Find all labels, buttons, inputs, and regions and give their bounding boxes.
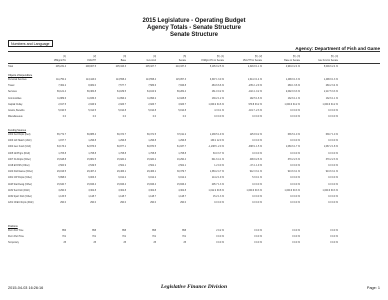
table-row-label: Grants, Benefits	[8, 110, 25, 112]
division-logo: Legislative Finance Division	[160, 284, 228, 290]
table-cell: 1,296.8	[88, 140, 96, 143]
table-row-label: 1061 CIP Rcpts (Other)	[8, 177, 32, 180]
table-cell: 15,640.7	[57, 183, 66, 186]
table-cell: 0.0 0.0 %	[290, 202, 300, 205]
table-cell: 114.2 1.9 %	[211, 177, 224, 180]
table-cell: 290.0	[90, 202, 96, 205]
table-cell: 25	[93, 242, 96, 245]
table-row-label: 1108 Stat Desig (Other)	[8, 183, 33, 186]
table-cell: 913.6 3.1 %	[287, 171, 300, 174]
table-row-label: Capital Outlay	[8, 103, 23, 106]
table-cell: 2,549.5	[88, 165, 96, 167]
section-title: Funding Sources	[8, 129, 27, 132]
table-cell: 63.0 3.7 %	[213, 152, 224, 155]
table-cell: 15.2 1.3 %	[213, 196, 224, 198]
table-cell: 641.6 4.1 %	[211, 158, 224, 161]
table-row-label: Miscellaneous	[8, 116, 23, 119]
table-cell: 29,467.4	[87, 171, 96, 174]
table-cell: 0.0 0.0 %	[214, 202, 224, 205]
table-cell: 64,189.5	[117, 91, 126, 94]
table-cell: 701	[62, 236, 66, 239]
table-cell: 15,846.4	[147, 183, 156, 186]
table-cell: 4,302.8	[178, 189, 186, 192]
table-cell: 269.1 3.6 %	[287, 85, 300, 88]
table-cell: 1,768.8	[148, 152, 156, 155]
print-timestamp: 2015-04-03 16:26:16	[8, 286, 44, 290]
table-cell: 0.0 0.0 %	[328, 140, 338, 143]
total-row-value: 205,343.3	[115, 66, 126, 68]
table-cell: 0.0 0.0 %	[328, 165, 338, 167]
table-cell: 5,194.8	[148, 110, 156, 112]
table-cell: 858	[152, 230, 156, 232]
table-cell: 1,148.7	[88, 196, 96, 198]
table-cell: 115,057.3	[175, 79, 186, 81]
table-row-label: 1109 Test Fish (DGF)	[8, 189, 30, 192]
column-header-top: [3]	[123, 56, 126, 58]
table-cell: 1,133.5	[58, 196, 66, 198]
table-cell: 290.0	[120, 202, 126, 205]
table-cell: 0.0	[92, 116, 96, 119]
table-cell: 205.7 1.3 %	[211, 183, 224, 186]
table-cell: 0 0.0 %	[254, 236, 262, 239]
table-cell: 6,012.2	[148, 177, 156, 180]
table-cell: 1,296.8	[118, 140, 126, 143]
table-cell: 3,307.1 3.0 %	[209, 79, 224, 81]
table-cell: 2,917.5	[58, 103, 66, 106]
table-cell: 0.0 0.0 %	[290, 183, 300, 186]
section-title: Objects of Expenditure	[8, 74, 33, 77]
table-cell: 5,314.5	[88, 110, 96, 112]
table-cell: 113,558.4	[145, 79, 156, 81]
table-cell: 0.0 0.0 %	[328, 152, 338, 155]
table-row-label: Perm Full Time	[8, 230, 24, 232]
table-cell: 290.0	[180, 202, 186, 205]
column-header-top: [2]	[93, 56, 96, 58]
table-cell: 0.0 0.0 %	[328, 183, 338, 186]
total-row-value: 210,337.3	[175, 66, 186, 68]
table-cell: 0 0.0 %	[254, 242, 262, 245]
table-cell: 1,498.9 1.3 %	[285, 79, 300, 81]
total-row-value: 4,994.0 2.4 %	[285, 66, 300, 68]
table-cell: 0.0 0.0 %	[290, 116, 300, 119]
table-cell: 7,846.8	[178, 85, 186, 88]
table-cell: 290.0	[150, 202, 156, 205]
column-header-top: [1]	[63, 56, 66, 58]
table-cell: 113,443.0	[85, 79, 96, 81]
table-cell: 5,194.8	[178, 110, 186, 112]
table-cell: 0 0.0 %	[330, 230, 338, 232]
table-cell: 60,870.5	[147, 146, 156, 149]
table-cell: 0.0 0.0 %	[252, 202, 262, 205]
table-cell: 6,012.2	[178, 177, 186, 180]
table-cell: 1,296.8	[178, 140, 186, 143]
table-cell: 113,558.4	[115, 79, 126, 81]
table-cell: 1,000.0 30.3 %	[322, 189, 338, 192]
table-cell: 2 0.2 %	[216, 230, 224, 232]
table-cell: 2,926.7	[148, 103, 156, 106]
table-cell: 8,082.0	[88, 85, 96, 88]
table-cell: 63,176.2	[57, 146, 66, 149]
table-cell: 0.0 0.0 %	[290, 196, 300, 198]
table-cell: 66,374.7	[117, 134, 126, 136]
table-cell: 11,889.6	[57, 97, 66, 100]
table-cell: 1,148.7	[148, 196, 156, 198]
table-cell: 0.0 0.0 %	[328, 116, 338, 119]
table-row-label: 1005 GF/Prgm (DGF)	[8, 152, 31, 155]
table-cell: 15,846.4	[117, 183, 126, 186]
table-cell: 0.0 0.0 %	[290, 177, 300, 180]
table-cell: 0 0.0 %	[330, 242, 338, 245]
total-row-value: 5,105.9 2.5 %	[209, 66, 224, 68]
table-row-label: Commodities	[8, 97, 22, 100]
table-cell: 29,016.5	[57, 171, 66, 174]
table-row-label: 1201 CFEC Rcpts (DGF)	[8, 202, 34, 205]
table-cell: 0.0	[182, 116, 186, 119]
table-cell: 0.0 0.0 %	[290, 165, 300, 167]
table-cell: 979.8 33.2 %	[248, 103, 262, 106]
table-cell: 7,577.7	[118, 85, 126, 88]
table-cell: 370.2 2.3 %	[287, 158, 300, 161]
table-cell: 1,060.6 1.7 %	[285, 146, 300, 149]
table-cell: 30,379.7	[177, 171, 186, 174]
table-cell: 0.0 0.0 %	[252, 183, 262, 186]
total-row-label: Total	[8, 66, 13, 68]
table-cell: 1,705.8	[58, 152, 66, 155]
table-cell: 3,302.8	[88, 189, 96, 192]
table-row-label: Perm Part Time	[8, 236, 24, 239]
table-row-label: Travel	[8, 85, 15, 88]
table-cell: 1,768.8	[178, 152, 186, 155]
header-rule	[8, 51, 380, 52]
table-cell: 408.9 2.6 %	[249, 158, 262, 161]
total-row-value: 205,231.4	[55, 66, 66, 68]
table-cell: 5,190.5	[58, 110, 66, 112]
table-cell: 2,500.9	[58, 165, 66, 167]
table-cell: 5.9 0.1 %	[252, 177, 262, 180]
column-header-bottom: 15AUTH	[87, 59, 96, 62]
cover-label: Numbers and Language	[8, 40, 53, 47]
table-cell: 0 0.0 %	[216, 236, 224, 239]
table-cell: 701	[92, 236, 96, 239]
table-cell: 25	[183, 242, 186, 245]
table-cell: 15,881.5	[87, 158, 96, 161]
table-cell: 0.0	[152, 116, 156, 119]
table-cell: 132.6 1.1 %	[287, 97, 300, 100]
table-cell: 856	[62, 230, 66, 232]
table-cell: 2,946.9	[88, 103, 96, 106]
table-cell: 1,009.2 34.6 %	[208, 103, 224, 106]
table-cell: 25	[63, 242, 66, 245]
table-cell: 11,896.2	[147, 97, 156, 100]
table-cell: 0.0 0.0 %	[328, 202, 338, 205]
table-cell: 67,011.2	[177, 134, 186, 136]
table-cell: 0.0 0.0 %	[290, 110, 300, 112]
table-cell: 11,896.2	[117, 97, 126, 100]
table-cell: 0 0.0 %	[292, 230, 300, 232]
table-cell: -102.4 -0.2 %	[248, 91, 262, 94]
table-cell: 15,846.4	[87, 183, 96, 186]
table-cell: 2,502.1	[178, 165, 186, 167]
table-cell: 1,296.8	[148, 140, 156, 143]
table-cell: 1,000.0 34.2 %	[284, 103, 300, 106]
table-cell: 139.2 1.2 %	[211, 97, 224, 100]
table-cell: 1,067.2 1.8 %	[323, 146, 338, 149]
table-cell: 858	[182, 230, 186, 232]
table-row-label: Services	[8, 91, 17, 94]
agency-name: Agency: Department of Fish and Game	[295, 46, 380, 51]
table-cell: -235.2 -2.9 %	[248, 85, 262, 88]
table-cell: -119.7 -2.3 %	[248, 110, 262, 112]
table-cell: 5,194.8	[118, 110, 126, 112]
table-cell: 7,586.6	[148, 85, 156, 88]
column-header-bottom: Senate	[178, 59, 186, 62]
table-cell: 484.6 6.6 %	[211, 85, 224, 88]
column-header-top: [5] - [2]	[254, 56, 262, 58]
table-cell: 7,362.2	[58, 85, 66, 88]
table-cell: 12,028.8	[177, 97, 186, 100]
table-cell: 15,648.8	[57, 158, 66, 161]
table-cell: 1,157.7	[58, 140, 66, 143]
table-cell: 370.2 2.3 %	[325, 158, 338, 161]
table-cell: 1,012.2 30.8 %	[208, 189, 224, 192]
table-cell: 1,238.5 1.9 %	[209, 134, 224, 136]
table-row-label: 1199 Sport Fish (Other)	[8, 196, 32, 198]
column-header-underline	[8, 63, 380, 64]
table-cell: 61,937.7	[177, 146, 186, 149]
table-cell: 0.0 0.0 %	[252, 140, 262, 143]
table-cell: 1,000.0 30.3 %	[246, 189, 262, 192]
table-cell: 2,502.1	[118, 165, 126, 167]
report-subtitle: Agency Totals - Senate Structure	[147, 25, 241, 31]
table-cell: 0.0 0.0 %	[290, 152, 300, 155]
table-cell: 0.0	[62, 116, 66, 119]
table-cell: 62,876.6	[87, 146, 96, 149]
table-cell: 0.0 0.0 %	[252, 152, 262, 155]
table-cell: -1,238.5 -2.0 %	[208, 146, 224, 149]
table-cell: 912.3 3.1 %	[249, 171, 262, 174]
table-cell: 125.8 0.2 %	[249, 134, 262, 136]
table-cell: 1,498.9 1.3 %	[323, 79, 338, 81]
table-cell: 0.0 0.0 %	[328, 110, 338, 112]
table-cell: 0.0 0.0 %	[252, 196, 262, 198]
page-number: Page: 1	[366, 286, 380, 290]
table-cell: 29,466.1	[147, 171, 156, 174]
table-row-label: 1018 EVOSS (Other)	[8, 165, 30, 167]
column-header-bottom: 15AUTH to Senate	[242, 59, 262, 62]
table-cell: 1,000.0 34.2 %	[322, 103, 338, 106]
table-cell: 25	[123, 242, 126, 245]
table-cell: 0.0 0.0 %	[290, 140, 300, 143]
table-cell: 25	[153, 242, 156, 245]
table-cell: 3,302.8	[118, 189, 126, 192]
total-row-value: 2,329.8 1.1 %	[247, 66, 262, 68]
table-cell: -938.9 -1.5 %	[248, 146, 262, 149]
table-cell: 66,384.8	[87, 91, 96, 94]
column-header-bottom: Gov Amd to Senate	[318, 59, 338, 62]
table-cell: 0.0 0.0 %	[328, 196, 338, 198]
table-cell: 913.6 3.1 %	[325, 171, 338, 174]
table-cell: 111,750.2	[56, 79, 66, 81]
column-header-top: [5]	[183, 56, 186, 58]
table-cell: 132.6 1.1 %	[325, 97, 338, 100]
column-header-bottom: 15Mgmt Pln	[53, 59, 66, 62]
table-row-label: Temporary	[8, 242, 19, 245]
table-cell: 0 0.0 %	[292, 242, 300, 245]
table-cell: 1,768.8	[118, 152, 126, 155]
table-cell: 0.0	[122, 116, 126, 119]
table-cell: 858	[92, 230, 96, 232]
table-cell: 701	[122, 236, 126, 239]
table-cell: 858	[122, 230, 126, 232]
table-cell: 3,302.8	[148, 189, 156, 192]
table-cell: 66,121.4	[57, 91, 66, 94]
table-cell: 1,000.0 30.3 %	[284, 189, 300, 192]
table-cell: 0.0 0.0 %	[214, 116, 224, 119]
table-cell: 701	[152, 236, 156, 239]
table-cell: 0 0.0 %	[330, 236, 338, 239]
table-cell: 0 0.0 %	[216, 242, 224, 245]
report-structure: Senate Structure	[169, 32, 218, 38]
table-cell: 2,092.9 3.3 %	[285, 91, 300, 94]
column-header-top: [5] - [4]	[330, 56, 338, 58]
column-header-bottom: Base	[120, 59, 126, 62]
table-cell: 161.0 0.2 %	[211, 91, 224, 94]
table-row-label: 1007 I/A Rcpts (Other)	[8, 158, 31, 161]
table-cell: 1,363.2 4.7 %	[209, 171, 224, 174]
total-row-value: 5,009.6 2.4 %	[323, 66, 338, 68]
table-cell: 290.0	[60, 202, 66, 205]
column-header-top: [5] - [3]	[292, 56, 300, 58]
table-row-label: Personal Services	[8, 79, 27, 81]
table-row-label: 1002 Fed Rcpts (Fed)	[8, 134, 31, 136]
table-row-label: 1004 Gen Fund (UGF)	[8, 146, 31, 149]
table-cell: 1,614.3 1.4 %	[247, 79, 262, 81]
table-cell: 2,926.7	[118, 103, 126, 106]
table-cell: 0 0.0 %	[254, 230, 262, 232]
table-cell: 0.0 0.0 %	[252, 116, 262, 119]
total-row-value: 208,007.5	[85, 66, 96, 68]
table-cell: 6,012.2	[118, 177, 126, 180]
table-cell: -47.4 -1.9 %	[249, 165, 262, 167]
table-cell: 260.2 3.4 %	[325, 85, 338, 88]
table-cell: 1.2 0.0 %	[214, 165, 224, 167]
table-cell: 11,836.3	[87, 97, 96, 100]
table-row-label: 1003 G/F Match (UGF)	[8, 140, 32, 143]
table-cell: 66,885.4	[87, 134, 96, 136]
table-cell: 1,768.8	[88, 152, 96, 155]
table-cell: 5,898.0	[58, 177, 66, 180]
section-title: Positions	[8, 225, 18, 228]
column-header-bottom: Base to Senate	[284, 59, 300, 62]
table-cell: 3,290.6	[58, 189, 66, 192]
column-header-bottom: 15Mgmt Pln to Senate	[201, 59, 224, 62]
table-cell: 64,164.9	[147, 91, 156, 94]
table-cell: 3,926.7	[178, 103, 186, 106]
column-header-top: [5] - [1]	[216, 56, 224, 58]
table-cell: 636.5 1.0 %	[287, 134, 300, 136]
table-cell: 2,117.5 3.3 %	[323, 91, 338, 94]
table-cell: 15,846.4	[177, 183, 186, 186]
table-cell: 15,920.2	[147, 158, 156, 161]
table-cell: 139.1 12.0 %	[210, 140, 224, 143]
table-cell: 4.3 0.1 %	[214, 110, 224, 112]
table-cell: 66,371.5	[147, 134, 156, 136]
table-cell: 0 0.0 %	[292, 236, 300, 239]
table-cell: 2,502.1	[148, 165, 156, 167]
total-row-value: 205,327.7	[145, 66, 156, 68]
table-row-label: 1024 Fish/Game (Other)	[8, 171, 33, 174]
table-cell: 639.7 1.0 %	[325, 134, 338, 136]
table-cell: 0.0 0.0 %	[328, 177, 338, 180]
column-header-top: [4]	[153, 56, 156, 58]
table-cell: 15,920.2	[117, 158, 126, 161]
table-cell: 701	[182, 236, 186, 239]
table-cell: 29,466.1	[117, 171, 126, 174]
table-cell: 1,148.7	[118, 196, 126, 198]
table-cell: 60,877.1	[117, 146, 126, 149]
column-header-bottom: Gov Amd	[146, 59, 156, 62]
table-cell: 1,148.7	[178, 196, 186, 198]
table-cell: 66,282.4	[177, 91, 186, 94]
report-title: 2015 Legislature - Operating Budget	[142, 18, 246, 24]
table-cell: 192.5 1.6 %	[249, 97, 262, 100]
table-cell: 65,772.7	[57, 134, 66, 136]
table-cell: 16,290.4	[177, 158, 186, 161]
table-cell: 6,006.3	[88, 177, 96, 180]
